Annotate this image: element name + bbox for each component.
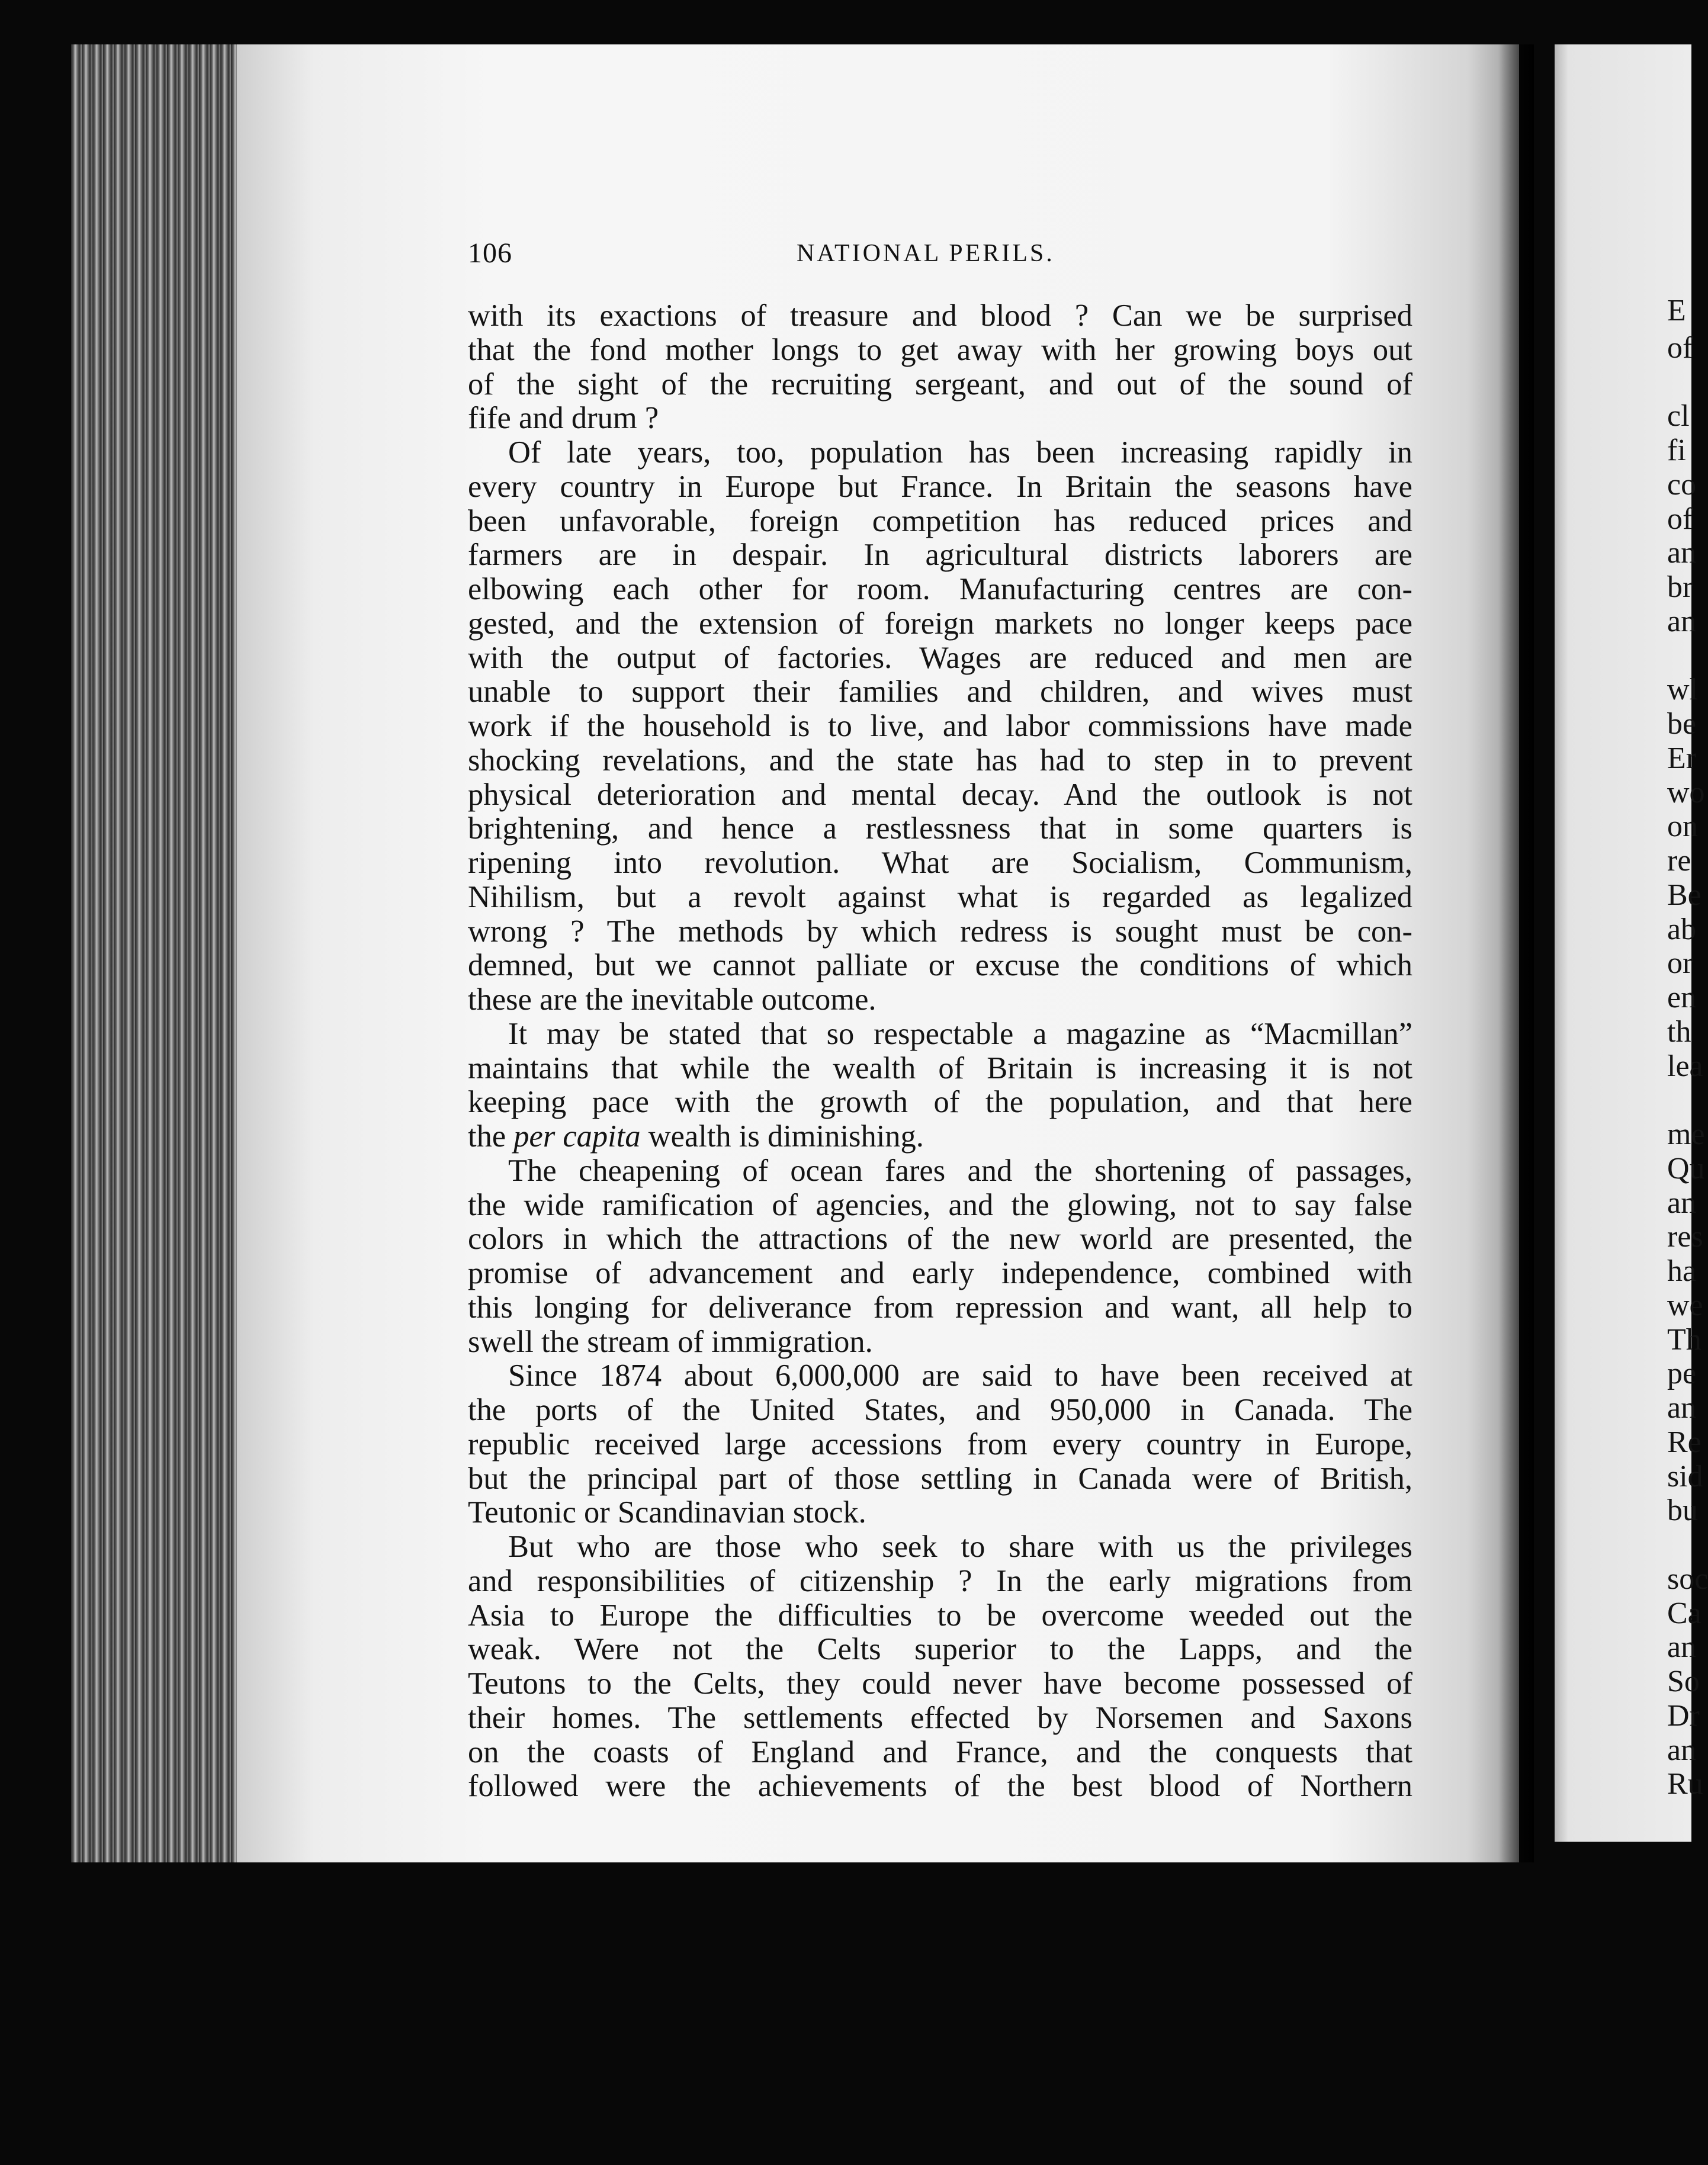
paragraph (468, 299, 1412, 436)
facing-page-fragment: res (1667, 1220, 1703, 1254)
paragraph (468, 1530, 1412, 1804)
facing-page-fragment: en (1667, 981, 1697, 1014)
text-line: maintains that while the wealth of Britain is increasing it is not (468, 1051, 1412, 1085)
italic-phrase: per capita (513, 1119, 641, 1154)
facing-page-fragment: th (1667, 1014, 1691, 1049)
text-line: on the coasts of England and France, and the conquests that (468, 1734, 1412, 1769)
text-line: fife and drum ? (468, 401, 659, 436)
text-line: with the output of factories. Wages are reduced and men are (468, 640, 1412, 675)
text-line: Nihilism, but a revolt against what is regarded as legalized (468, 879, 1412, 914)
text-line: Teutonic or Scandinavian stock. (468, 1495, 866, 1530)
text-line: demned, but we cannot palliate or excuse the conditions of which (468, 948, 1412, 983)
text-line: with its exactions of treasure and blood ? Can we be surprised (468, 298, 1412, 333)
facing-page-fragment: So (1667, 1665, 1700, 1698)
text-run: the (468, 1119, 514, 1154)
facing-page-fragment: of (1667, 330, 1693, 365)
page-edges (71, 44, 237, 1862)
facing-page-fragment: Er (1667, 741, 1697, 775)
facing-page-fragment: on (1667, 810, 1698, 844)
facing-page-fragment: fi (1667, 433, 1686, 467)
facing-page-fragment: an (1667, 1186, 1697, 1220)
text-line: wrong ? The methods by which redress is sought must be con- (468, 914, 1412, 949)
paragraph (468, 1359, 1412, 1530)
text-line: But who are those who seek to share with us the privileges (508, 1530, 1412, 1564)
text-line: followed were the achievements of the best blood of Northern (468, 1769, 1412, 1804)
text-line: keeping pace with the growth of the population, and that here (468, 1085, 1412, 1120)
text-line: these are the inevitable outcome. (468, 982, 877, 1017)
paragraph (468, 436, 1412, 1017)
text-line: promise of advancement and early independence, combined with (468, 1256, 1412, 1290)
running-title: NATIONAL PERILS. (797, 240, 1055, 267)
text-line: been unfavorable, foreign competition has reduced prices and (468, 503, 1412, 538)
text-line: brightening, and hence a restlessness that in some quarters is (468, 811, 1412, 846)
text-line: their homes. The settlements effected by Norsemen and Saxons (468, 1700, 1412, 1735)
text-line: shocking revelations, and the state has had to step in to prevent (468, 743, 1412, 778)
text-line: farmers are in despair. In agricultural districts laborers are (468, 538, 1412, 573)
text-line: ripening into revolution. What are Socialism, Communism, (468, 846, 1412, 880)
facing-page-fragment: me (1667, 1117, 1705, 1151)
gutter-shadow (1498, 44, 1534, 1862)
text-line: this longing for deliverance from repression and want, all help to (468, 1290, 1412, 1325)
paragraph (468, 1154, 1412, 1360)
facing-page-fragment: pe (1667, 1357, 1697, 1391)
facing-page-fragment: Qu (1667, 1151, 1705, 1186)
text-line: the ports of the United States, and 950,000 in Canada. The (468, 1393, 1412, 1427)
text-line: gested, and the extension of foreign markets no longer keeps pace (468, 606, 1412, 641)
facing-page-fragment: an (1667, 1630, 1697, 1665)
facing-page-fragment: Ca (1667, 1596, 1701, 1630)
text-line: Of late years, too, population has been increasing rapidly in (508, 435, 1412, 470)
facing-page-fragment: be (1667, 707, 1697, 741)
facing-page-fragment: of (1667, 502, 1693, 536)
facing-page-fragment: ha (1667, 1254, 1697, 1288)
facing-page-fragment: an (1667, 536, 1697, 570)
facing-page-fragment: an (1667, 1391, 1697, 1425)
facing-page-fragment: sid (1667, 1459, 1703, 1493)
text-line: physical deterioration and mental decay. And the outlook is not (468, 777, 1412, 812)
facing-page-fragment: an (1667, 604, 1697, 638)
text-line: swell the stream of immigration. (468, 1324, 873, 1359)
facing-page-fragment: co (1667, 467, 1697, 502)
text-line: It may be stated that so respectable a magazine as “Macmillan” (508, 1016, 1412, 1051)
facing-page-fragment: wl (1667, 673, 1698, 707)
paragraph (468, 1017, 1412, 1154)
facing-page-fragment: Th (1667, 1322, 1701, 1357)
facing-page-fragment: Re (1667, 1425, 1701, 1459)
facing-page-fragment: E (1667, 294, 1686, 327)
facing-page-fragment: re (1667, 844, 1691, 878)
body-text (468, 299, 1412, 1804)
text-run: wealth is diminishing. (640, 1119, 924, 1154)
text-line: elbowing each other for room. Manufacturing centres are con- (468, 572, 1412, 606)
text-line: weak. Were not the Celts superior to the Lapps, and the (468, 1632, 1412, 1667)
facing-page-fragment: an (1667, 1733, 1697, 1767)
text-line: but the principal part of those settling in Canada were of British, (468, 1461, 1412, 1496)
text-line: republic received large accessions from every country in Europe, (468, 1427, 1412, 1461)
text-line: Since 1874 about 6,000,000 are said to have been received at (508, 1358, 1412, 1393)
text-line: work if the household is to live, and labor commissions have made (468, 709, 1412, 743)
text-line: and responsibilities of citizenship ? In the early migrations from (468, 1563, 1412, 1598)
facing-page-fragment: or (1667, 946, 1693, 981)
facing-page-fragment: we (1667, 1288, 1703, 1322)
text-line: The cheapening of ocean fares and the shortening of passages, (508, 1153, 1412, 1188)
facing-page-fragment: ab (1667, 912, 1697, 946)
text-line: every country in Europe but France. In Britain the seasons have (468, 469, 1412, 504)
text-line: that the fond mother longs to get away with her growing boys out (468, 332, 1412, 367)
facing-page-fragment: Dr (1667, 1698, 1700, 1733)
facing-page-fragment: soc (1667, 1562, 1708, 1596)
facing-page-fragment: cl (1667, 399, 1690, 433)
facing-page-fragment: wo (1667, 775, 1705, 810)
facing-page-fragment: bu (1667, 1493, 1698, 1528)
facing-page-fragment: br (1667, 570, 1693, 604)
text-line: colors in which the attractions of the new world are presented, the (468, 1222, 1412, 1257)
running-head (468, 237, 1421, 272)
page-number: 106 (468, 237, 512, 269)
text-line: Teutons to the Celts, they could never have become possessed of (468, 1666, 1412, 1701)
text-line: the wide ramification of agencies, and the glowing, not to say false (468, 1187, 1412, 1222)
text-line: Asia to Europe the difficulties to be overcome weeded out the (468, 1598, 1412, 1633)
facing-page-fragment: lea (1667, 1049, 1703, 1083)
text-line: of the sight of the recruiting sergeant, and out of the sound of (468, 367, 1412, 401)
facing-page-fragment: Be (1667, 878, 1701, 912)
facing-page-fragment: Ru (1667, 1767, 1703, 1801)
facing-page-fragments (1667, 0, 1708, 1842)
text-line: unable to support their families and children, and wives must (468, 674, 1412, 709)
text-line (468, 1120, 1412, 1154)
